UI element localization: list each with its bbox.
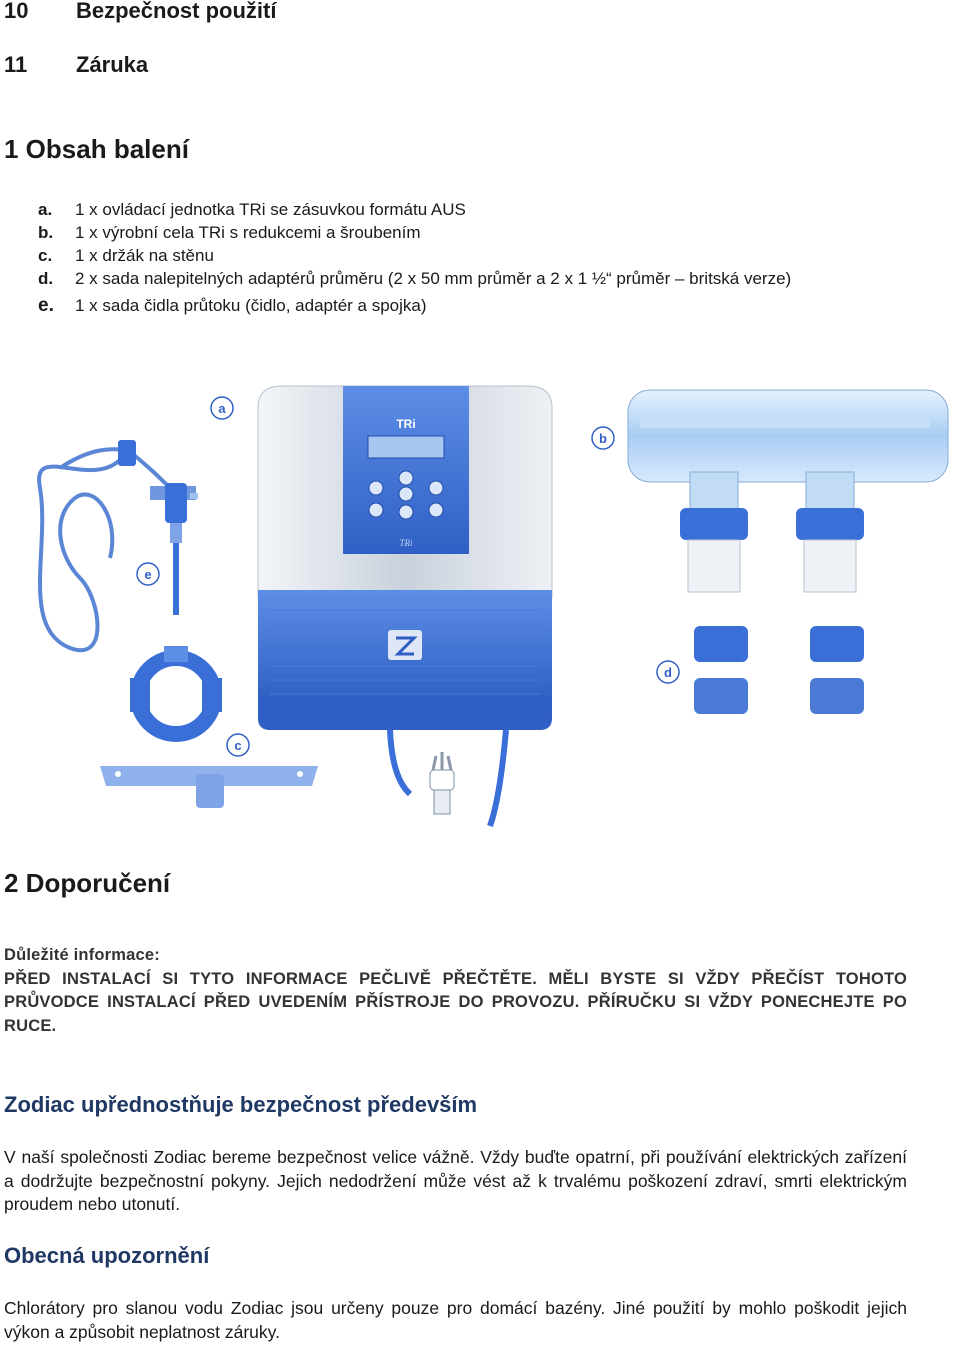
list-text: 2 x sada nalepitelných adaptérů průměru (2 x 50 mm průměr a 2 x 1 ½“ průměr – britská verze) bbox=[75, 269, 792, 288]
electrolytic-cell bbox=[628, 390, 948, 592]
control-panel bbox=[343, 386, 469, 554]
list-letter: d. bbox=[38, 269, 54, 288]
list-letter: c. bbox=[38, 246, 53, 265]
section-heading: 2 Doporučení bbox=[4, 868, 171, 898]
label-a: a bbox=[218, 401, 226, 416]
label-e: e bbox=[144, 567, 152, 582]
toc-entry[interactable] bbox=[4, 0, 604, 26]
clamp-coupling bbox=[130, 646, 222, 734]
union-icon bbox=[680, 508, 748, 540]
important-notice bbox=[4, 944, 907, 1038]
list-text: 1 x ovládací jednotka TRi se zásuvkou formátu AUS bbox=[75, 200, 466, 219]
panel-brand: TRi bbox=[396, 417, 416, 431]
list-item bbox=[38, 198, 908, 221]
list-text: 1 x držák na stěnu bbox=[75, 246, 214, 265]
list-item bbox=[38, 244, 908, 267]
general-paragraph: Chlorátory pro slanou vodu Zodiac jsou určeny pouze pro domácí bazény. Jiné použití by mohlo poškodit jejich výkon a způsobit neplatnost záruky. bbox=[4, 1298, 907, 1342]
svg-text:TRi: TRi bbox=[399, 538, 413, 548]
wall-bracket bbox=[100, 766, 318, 808]
list-letter: a. bbox=[38, 200, 53, 219]
label-c: c bbox=[234, 738, 242, 753]
toc-title: Bezpečnost použití bbox=[76, 0, 277, 23]
toc-number: 11 bbox=[4, 52, 28, 77]
important-label: Důležité informace: bbox=[4, 946, 160, 964]
union-icon bbox=[796, 508, 864, 540]
contents-list bbox=[38, 198, 908, 317]
toc-number: 10 bbox=[4, 0, 29, 23]
toc-entry[interactable] bbox=[4, 52, 604, 80]
important-text: PŘED INSTALACÍ SI TYTO INFORMACE PEČLIVĚ PŘEČTĚTE. MĚLI BYSTE SI VŽDY PŘEČÍST TOHOTO PRŮVODCE INSTALACÍ PŘED UVEDENÍM PŘÍSTROJE DO PROVOZU. PŘÍRUČKU SI VŽDY PONECHEJTE PO RUCE. bbox=[4, 969, 907, 1035]
general-heading: Obecná upozornění bbox=[4, 1243, 210, 1268]
aus-plug bbox=[430, 752, 454, 814]
lcd-display bbox=[368, 436, 444, 458]
list-item bbox=[38, 221, 908, 244]
flow-sensor-kit bbox=[39, 440, 222, 734]
safety-paragraph: V naší společnosti Zodiac bereme bezpečnost velice vážně. Vždy buďte opatrní, při používání elektrických zařízení a dodržujte bezpečnostní pokyny. Jejich nedodržení může vést až k trvalému poškození zdraví, smrti elektrickým proudem nebo utonutí. bbox=[4, 1147, 907, 1214]
list-text: 1 x sada čidla průtoku (čidlo, adaptér a spojka) bbox=[75, 296, 427, 315]
sensor-body-icon bbox=[165, 483, 187, 523]
package-contents-illustration bbox=[0, 378, 960, 838]
connector-icon bbox=[118, 440, 136, 466]
list-item bbox=[38, 267, 908, 290]
glue-adapters bbox=[694, 626, 864, 714]
toc-title: Záruka bbox=[76, 52, 149, 77]
section-heading: 1 Obsah balení bbox=[4, 134, 189, 164]
list-item bbox=[38, 294, 908, 317]
list-letter: e. bbox=[38, 295, 54, 316]
label-b: b bbox=[599, 431, 607, 446]
safety-heading: Zodiac upřednostňuje bezpečnost především bbox=[4, 1092, 478, 1117]
label-d: d bbox=[664, 665, 672, 680]
list-letter: b. bbox=[38, 223, 54, 242]
list-text: 1 x výrobní cela TRi s redukcemi a šroubením bbox=[75, 223, 421, 242]
control-unit bbox=[258, 386, 552, 826]
